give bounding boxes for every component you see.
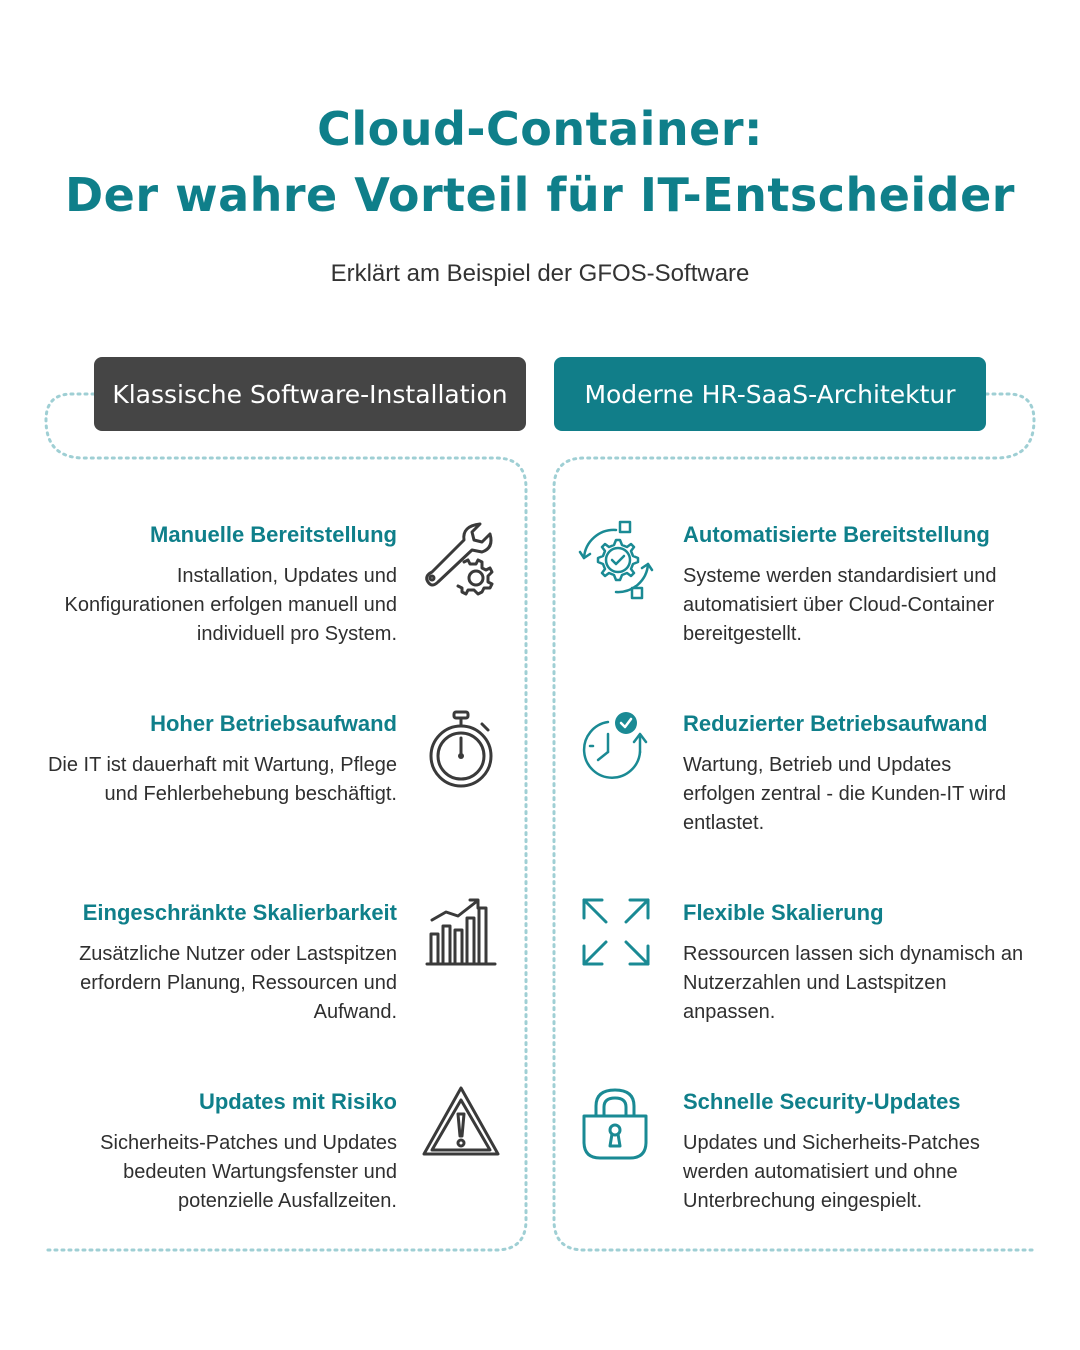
item-title-fast-security-updates: Schnelle Security-Updates (683, 1089, 961, 1114)
classic-installation-header: Klassische Software-Installation (94, 357, 526, 431)
item-text-limited-scaling: Zusätzliche Nutzer oder Lastspitzen erfordern Planung, Ressourcen und Aufwand. (79, 943, 397, 1023)
item-text-risky-updates: Sicherheits-Patches und Updates bedeuten Wartungsfenster und potenzielle Ausfallzeiten. (100, 1132, 397, 1212)
automation-gear-icon (576, 518, 656, 604)
item-text-high-effort: Die IT ist dauerhaft mit Wartung, Pflege und Fehlerbehebung beschäftigt. (47, 754, 397, 805)
item-title-automated-deployment: Automatisierte Bereitstellung (683, 522, 990, 547)
item-title-risky-updates: Updates mit Risiko (198, 1089, 397, 1114)
item-title-reduced-effort: Reduzierter Betriebsaufwand (683, 711, 988, 736)
item-text-fast-security-updates: Updates und Sicherheits-Patches werden automatisiert und ohne Unterbrechung eingespielt. (683, 1132, 980, 1212)
page-title-line-1: Cloud-Container: (317, 102, 763, 156)
item-title-manual-deployment: Manuelle Bereitstellung (150, 522, 397, 547)
item-title-limited-scaling: Eingeschränkte Skalierbarkeit (82, 900, 397, 925)
clock-check-icon (578, 708, 652, 782)
wrench-gear-icon (424, 518, 496, 598)
page-subtitle: Erklärt am Beispiel der GFOS-Software (330, 260, 750, 287)
item-text-reduced-effort: Wartung, Betrieb und Updates erfolgen zentral - die Kunden-IT wird entlastet. (683, 754, 1007, 834)
padlock-icon (580, 1086, 650, 1162)
item-title-high-effort: Hoher Betriebsaufwand (150, 711, 397, 736)
expand-arrows-icon (580, 896, 652, 968)
item-text-flexible-scaling: Ressourcen lassen sich dynamisch an Nutzerzahlen und Lastspitzen anpassen. (683, 943, 1024, 1023)
saas-architecture-header: Moderne HR-SaaS-Architektur (554, 357, 986, 431)
stopwatch-icon (426, 710, 496, 790)
item-text-automated-deployment: Systeme werden standardisiert und automatisiert über Cloud-Container bereitgestellt. (683, 565, 997, 645)
warning-triangle-icon (420, 1084, 502, 1160)
item-text-manual-deployment: Installation, Updates und Konfigurationen erfolgen manuell und individuell pro System. (64, 565, 397, 645)
item-title-flexible-scaling: Flexible Skalierung (683, 900, 884, 925)
page-title-line-2: Der wahre Vorteil für IT-Entscheider (65, 168, 1015, 222)
bar-chart-growth-icon (424, 896, 498, 970)
